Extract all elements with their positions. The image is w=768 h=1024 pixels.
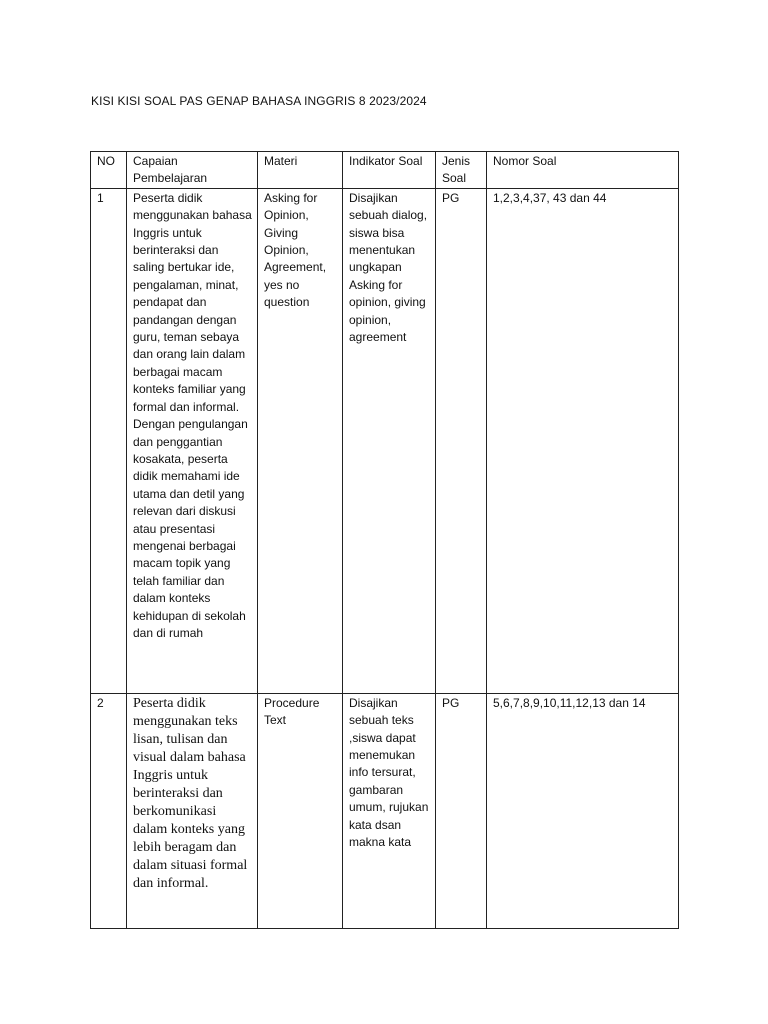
cell-no: 1 [91, 188, 127, 693]
cell-jenis: PG [436, 188, 487, 693]
cell-jenis: PG [436, 693, 487, 928]
header-jenis-soal: Jenis Soal [436, 152, 487, 189]
table-row [91, 188, 679, 693]
document-title: KISI KISI SOAL PAS GENAP BAHASA INGGRIS 8 2023/2024 [91, 94, 427, 108]
table-row [91, 693, 679, 928]
cell-nomor: 5,6,7,8,9,10,11,12,13 dan 14 [487, 693, 679, 928]
header-materi: Materi [258, 152, 343, 189]
cell-nomor: 1,2,3,4,37, 43 dan 44 [487, 188, 679, 693]
table-header-row [91, 152, 679, 189]
cell-materi: Procedure Text [258, 693, 343, 928]
cell-indikator: Disajikan sebuah teks ,siswa dapat menemukan info tersurat, gambaran umum, rujukan kata dsan makna kata [343, 693, 436, 928]
kisi-kisi-table [90, 151, 679, 929]
header-no: NO [91, 152, 127, 189]
header-nomor-soal: Nomor Soal [487, 152, 679, 189]
cell-capaian: Peserta didik menggunakan bahasa Inggris untuk berinteraksi dan saling bertukar ide, pengalaman, minat, pendapat dan pandangan dengan guru, teman sebaya dan orang lain dalam berbagai macam konteks familiar yang formal dan informal. Dengan pengulangan dan penggantian kosakata, peserta didik memahami ide utama dan detil yang relevan dari diskusi atau presentasi mengenai berbagai macam topik yang telah familiar dan dalam konteks kehidupan di sekolah dan di rumah [127, 188, 258, 693]
cell-materi: Asking for Opinion, Giving Opinion, Agreement, yes no question [258, 188, 343, 693]
header-capaian-pembelajaran: Capaian Pembelajaran [127, 152, 258, 189]
cell-indikator: Disajikan sebuah dialog, siswa bisa menentukan ungkapan Asking for opinion, giving opinion, agreement [343, 188, 436, 693]
cell-no: 2 [91, 693, 127, 928]
cell-capaian: Peserta didik menggunakan teks lisan, tulisan dan visual dalam bahasa Inggris untuk berinteraksi dan berkomunikasi dalam konteks yang lebih beragam dan dalam situasi formal dan informal. [127, 693, 258, 928]
header-indikator-soal: Indikator Soal [343, 152, 436, 189]
